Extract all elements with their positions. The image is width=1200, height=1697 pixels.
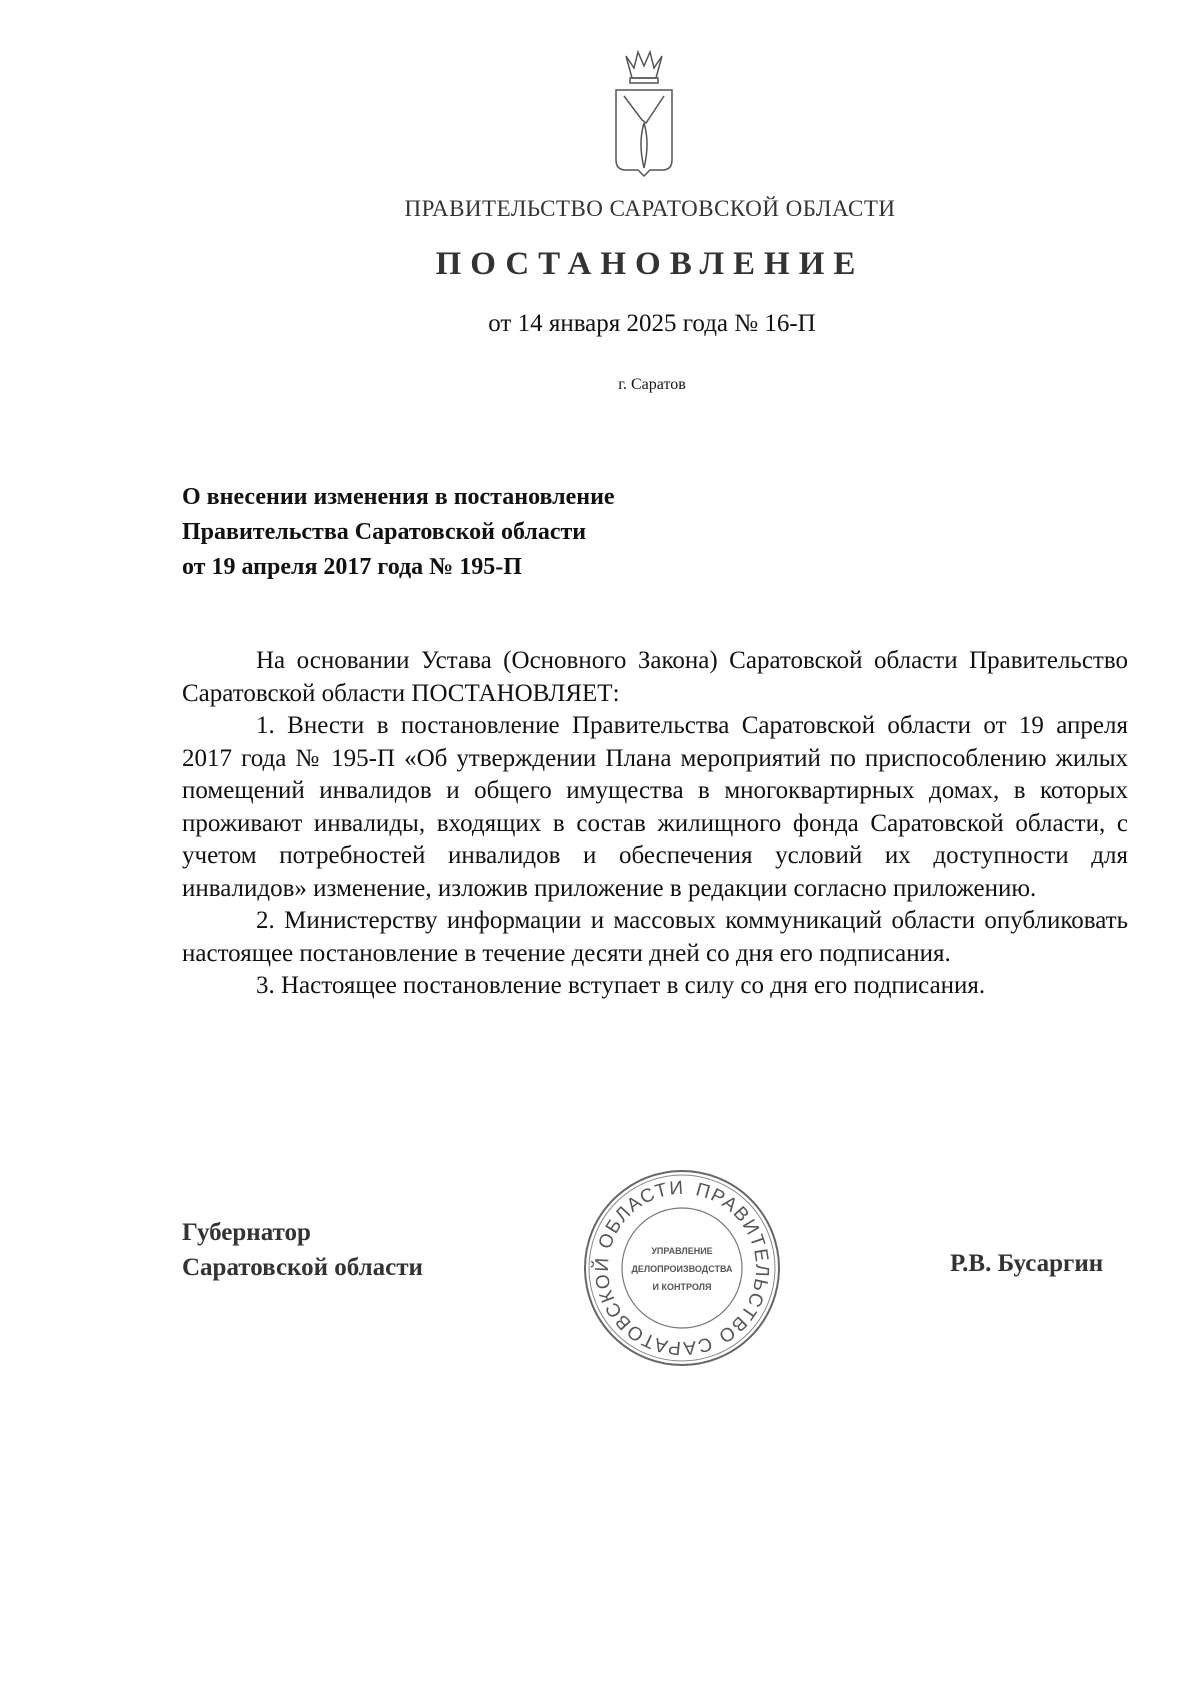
body-paragraph: 1. Внести в постановление Правительства Саратовской области от 19 апреля 2017 года № 195-П «Об утверждении Плана мероприятий по приспособлению жилых помещений инвалидов и общего имущества в многоквартирных домах, в которых проживают инвалиды, входящих в состав жилищного фонда Саратовской области, с учетом потребностей инвалидов и обеспечения условий их доступности для инвалидов» изменение, изложив приложение в редакции согласно приложению. bbox=[182, 712, 1128, 902]
document-city: г. Саратов bbox=[618, 376, 686, 393]
signatory-position bbox=[182, 1215, 423, 1285]
document-date-number: от 14 января 2025 года № 16-П bbox=[488, 310, 816, 337]
title-line: Правительства Саратовской области bbox=[182, 519, 587, 545]
document-title bbox=[182, 480, 615, 585]
signatory-name: Р.В. Бусаргин bbox=[950, 1250, 1104, 1277]
position-line: Саратовской области bbox=[182, 1254, 423, 1281]
stamp-center-line: И КОНТРОЛЯ bbox=[652, 1282, 712, 1292]
document-type: ПОСТАНОВЛЕНИЕ bbox=[435, 246, 865, 282]
government-name: ПРАВИТЕЛЬСТВО САРАТОВСКОЙ ОБЛАСТИ bbox=[404, 196, 896, 221]
title-line: О внесении изменения в постановление bbox=[182, 484, 615, 510]
stamp-ring-text: ПРАВИТЕЛЬСТВО САРАТОВСКОЙ ОБЛАСТИ bbox=[591, 1177, 773, 1359]
title-line: от 19 апреля 2017 года № 195-П bbox=[182, 554, 522, 580]
stamp-center-line: УПРАВЛЕНИЕ bbox=[651, 1246, 713, 1256]
body-paragraph: 3. Настоящее постановление вступает в силу со дня его подписания. bbox=[256, 972, 986, 999]
body-paragraph: На основании Устава (Основного Закона) Саратовской области Правительство Саратовской области ПОСТАНОВЛЯЕТ: bbox=[182, 647, 1128, 707]
body-paragraph: 2. Министерству информации и массовых коммуникаций области опубликовать настоящее постановление в течение десяти дней со дня его подписания. bbox=[182, 907, 1128, 967]
stamp-center-line: ДЕЛОПРОИЗВОДСТВА bbox=[631, 1264, 733, 1274]
official-stamp bbox=[582, 1168, 782, 1368]
coat-of-arms-emblem bbox=[612, 48, 676, 178]
position-line: Губернатор bbox=[182, 1219, 311, 1246]
document-body bbox=[182, 645, 1128, 1003]
